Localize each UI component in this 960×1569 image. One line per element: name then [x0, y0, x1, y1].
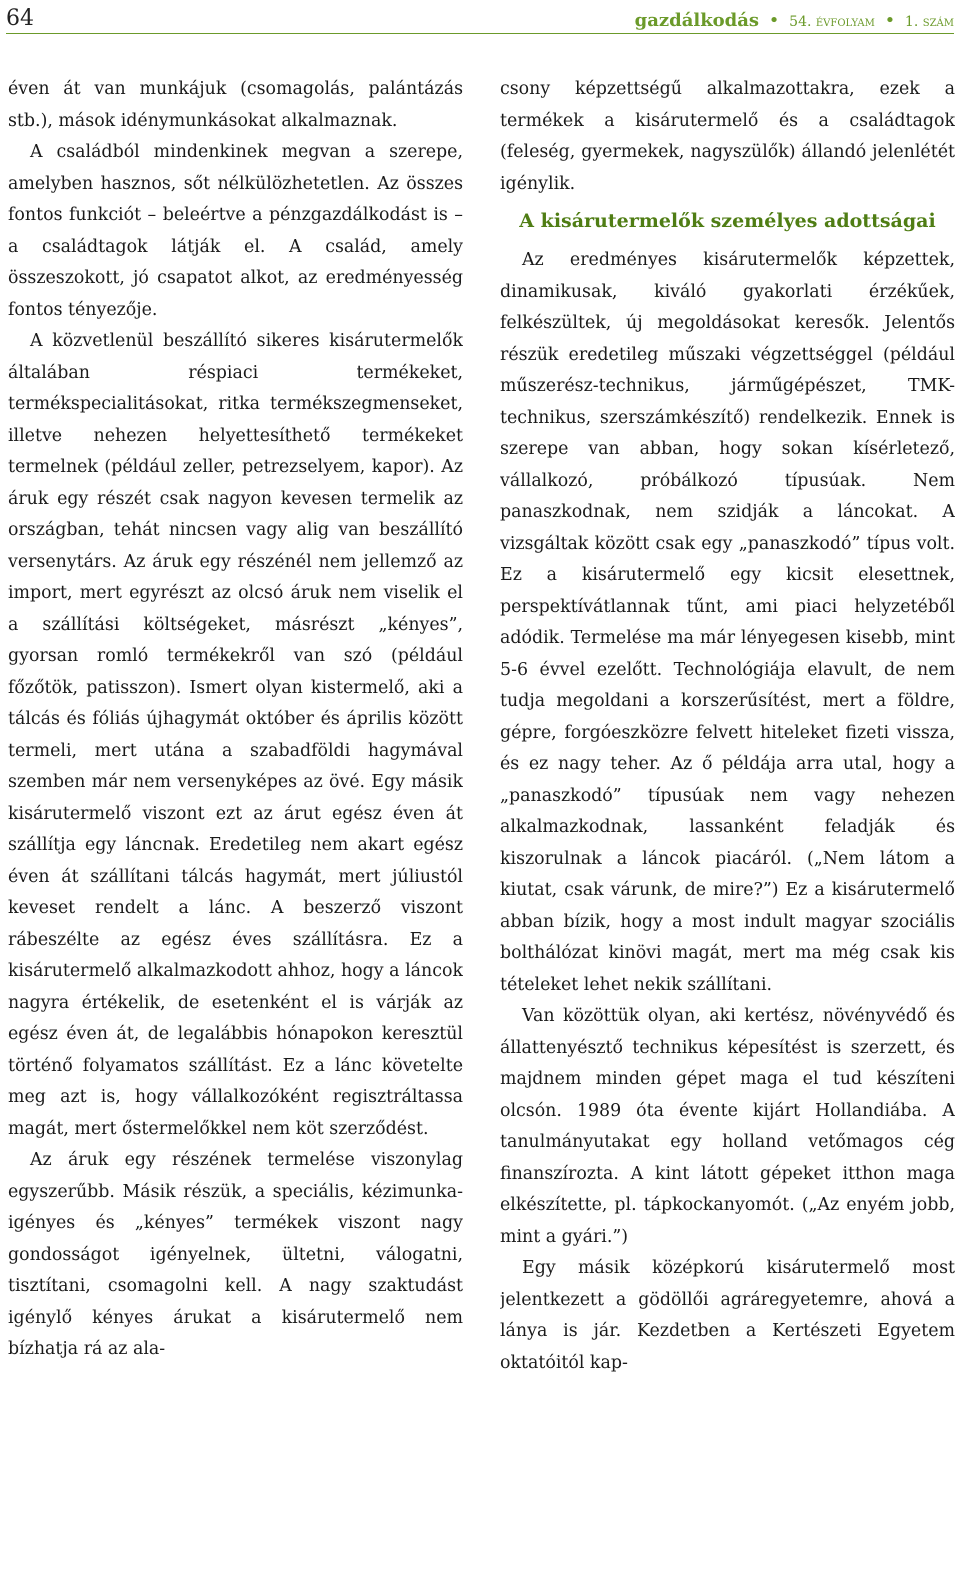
paragraph: Van közöttük olyan, aki kertész, növényvédő és állattenyésztő technikus képesítést is szerzett, és majdnem minden gépet maga el tud készíteni olcsón. 1989 óta évente kijárt Hollandiába. A tanulmányutakat egy holland vetőmagos cég finanszírozta. A kint látott gépeket itthon maga elkészítette, pl. tápkockanyomót. („Az enyém jobb, mint a gyári.”) — [500, 1006, 955, 1247]
paragraph: Az áruk egy részének termelése viszonylag egyszerűbb. Másik részük, a speciális, kézimunka-igényes és „kényes” termékek viszont nagy gondosságot igényelnek, ültetni, válogatni, tisztítani, csomagolni kell. A nagy szaktudást igénylő kényes árukat a kisárutermelő nem bízhatja rá az ala- — [8, 1150, 463, 1359]
paragraph: csony képzettségű alkalmazottakra, ezek a termékek a kisárutermelő és a családtagok (feleség, gyermekek, nagyszülők) állandó jelenlétét igénylik. — [500, 79, 955, 194]
header-separator-1: • — [768, 10, 780, 31]
header-separator-2: • — [884, 10, 896, 31]
volume-label: 54. évfolyam — [789, 14, 875, 30]
running-head — [635, 12, 954, 30]
paragraph: A családból mindenkinek megvan a szerepe, amelyben hasznos, sőt nélkülözhetetlen. Az összes fontos funkciót – beleértve a pénzgazdálkodást is – a családtagok látják el. A család, amely összeszokott, jó csapatot alkot, az eredményesség fontos tényezője. — [8, 142, 463, 320]
paragraph: Az eredményes kisárutermelők képzettek, dinamikusak, kiváló gyakorlati érzékűek, felkészültek, új megoldásokat keresők. Jelentős részük eredetileg műszaki végzettséggel (például műszerész-technikus, járműgépészet, TMK-technikus, szerszámkészítő) rendelkezik. Ennek is szerepe van abban, hogy sokan kísérletező, vállalkozó, próbálkozó típusúak. Nem panaszkodnak, nem szidják a láncokat. A vizsgáltak között csak egy „panaszkodó” típus volt. Ez a kisárutermelő egy kicsit elesettnek, perspektívátlannak tűnt, ami piaci helyzetéből adódik. Termelése ma már lényegesen kisebb, mint 5-6 évvel ezelőtt. Technológiája elavult, de nem tudja megoldani a korszerűsítést, mert a földre, gépre, forgóeszközre felvett hiteleket fizeti vissza, és ez nagy teher. Az ő példája arra utal, hogy a „panaszkodó” típusúak nem vagy nehezen alkalmazkodnak, lassanként feladják és kiszorulnak a láncok piacáról. („Nem látom a kiutat, csak várunk, de mire?”) Ez a kisárutermelő abban bízik, hogy a most indult magyar szociális bolthálózat kinövi magát, mert ma még csak kis tételeket lehet nekik szállítani. — [500, 250, 955, 995]
page-number: 64 — [6, 6, 34, 31]
page-header — [6, 0, 954, 34]
paragraph: éven át van munkájuk (csomagolás, palántázás stb.), mások idénymunkásokat alkalmaznak. — [8, 79, 463, 131]
section-heading: A kisárutermelők személyes adottságai — [519, 210, 936, 232]
paragraph: Egy másik középkorú kisárutermelő most jelentkezett a gödöllői agráregyetemre, ahová a lánya is jár. Kezdetben a Kertészeti Egyetem oktatóitól kap- — [500, 1258, 955, 1373]
paragraph: A közvetlenül beszállító sikeres kisárutermelők általában réspiaci termékeket, termékspecialitásokat, ritka termékszegmenseket, illetve nehezen helyettesíthető termékeket termelnek (például zeller, petrezselyem, kapor). Az áruk egy részét csak nagyon kevesen termelik az országban, tehát nincsen vagy alig van beszállító versenytárs. Az áruk egy részénél nem jellemző az import, mert egyrészt az olcsó áruk nem viselik el a szállítási költségeket, másrészt „kényes”, gyorsan romló termékekről van szó (például főzőtök, patisszon). Ismert olyan kistermelő, aki a tálcás és fóliás újhagymát október és április között termeli, mert utána a szabadföldi hagymával szemben már nem versenyképes az övé. Egy másik kisárutermelő viszont ezt az árut egész éven át szállítja egy láncnak. Eredetileg nem akart egész éven át szállítani tálcás hagymát, mert júliustól keveset rendelt a lánc. A beszerző viszont rábeszélte az egész éves szállításra. Ez a kisárutermelő alkalmazkodott ahhoz, hogy a láncok nagyra értékelik, de esetenként el is várják az egész éven át, de legalábbis hónapokon keresztül történő folyamatos szállítást. Ez a lánc követelte meg azt is, hogy vállalkozóként regisztráltassa magát, mert őstermelőkkel nem köt szerződést. — [8, 331, 463, 1139]
left-column — [8, 74, 463, 1569]
issue-label: 1. szám — [904, 14, 954, 30]
right-column — [500, 74, 955, 1569]
journal-name: gazdálkodás — [634, 10, 760, 31]
